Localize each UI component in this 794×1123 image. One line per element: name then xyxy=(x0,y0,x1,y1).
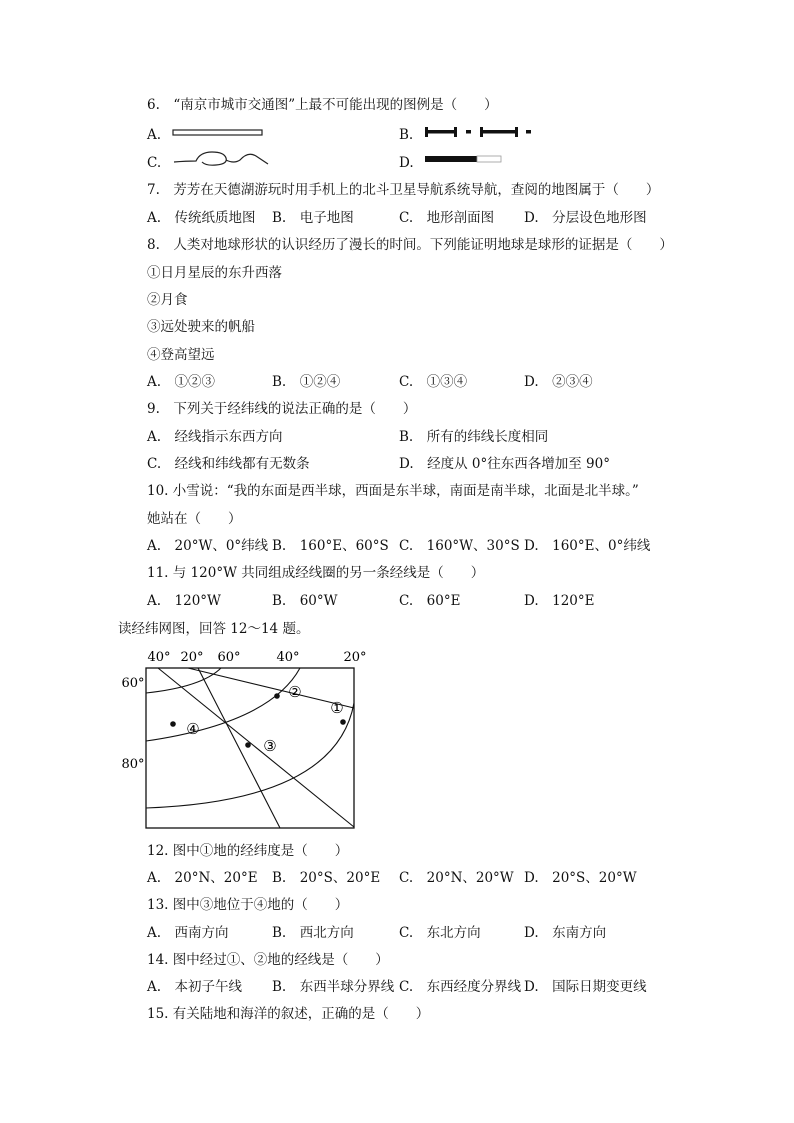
point-2-label: ② xyxy=(288,683,302,701)
q10-option-d: D. 160°E、0°纬线 xyxy=(524,538,651,554)
question-8-stem: 8. 人类对地球形状的认识经历了漫长的时间。下列能证明地球是球形的证据是（ ） xyxy=(147,237,673,253)
q8-item-3: ③远处驶来的帆船 xyxy=(147,319,255,335)
top-label-20b: 20° xyxy=(343,650,367,665)
question-12-stem: 12. 图中①地的经纬度是（ ） xyxy=(147,843,349,859)
latitude-arc-3 xyxy=(146,703,354,808)
q11-option-c: C. 60°E xyxy=(399,593,461,609)
q8-item-4: ④登高望远 xyxy=(147,347,215,363)
point-4-dot xyxy=(170,721,176,727)
q14-option-a: A. 本初子午线 xyxy=(147,979,243,995)
q11-option-d: D. 120°E xyxy=(524,593,595,609)
left-label-80: 80° xyxy=(121,757,145,772)
q6-option-a-letter: A. xyxy=(147,127,162,143)
q12-option-b: B. 20°S、20°E xyxy=(272,870,381,886)
q10-option-b: B. 160°E、60°S xyxy=(272,538,389,554)
point-3-dot xyxy=(245,742,251,748)
point-1-dot xyxy=(340,719,346,725)
q13-option-c: C. 东北方向 xyxy=(399,925,481,941)
q6-option-c-letter: C. xyxy=(147,155,162,171)
left-label-60: 60° xyxy=(121,676,145,691)
question-11-stem: 11. 与 120°W 共同组成经线圈的另一条经线是（ ） xyxy=(147,565,485,581)
q8-option-a: A. ①②③ xyxy=(147,374,216,390)
q8-option-b: B. ①②④ xyxy=(272,374,341,390)
question-15-stem: 15. 有关陆地和海洋的叙述，正确的是（ ） xyxy=(147,1006,430,1022)
q14-option-b: B. 东西半球分界线 xyxy=(272,979,395,995)
q14-option-c: C. 东西经度分界线 xyxy=(399,979,522,995)
point-3-label: ③ xyxy=(263,737,277,755)
q12-option-a: A. 20°N、20°E xyxy=(147,870,258,886)
river-lake-legend-icon xyxy=(172,148,272,170)
black-white-railway-legend-icon xyxy=(424,154,504,166)
q14-option-d: D. 国际日期变更线 xyxy=(524,979,647,995)
q8-option-d: D. ②③④ xyxy=(524,374,593,390)
q9-option-c: C. 经线和纬线都有无数条 xyxy=(147,456,310,472)
q8-item-1: ①日月星辰的东升西落 xyxy=(147,265,282,281)
meridian-line-3 xyxy=(188,668,354,708)
latitude-arc-2 xyxy=(146,668,300,741)
question-10-stem-2: 她站在（ ） xyxy=(147,511,242,527)
q12-option-d: D. 20°S、20°W xyxy=(524,870,637,886)
q8-item-2: ②月食 xyxy=(147,292,188,308)
q9-option-a: A. 经线指示东西方向 xyxy=(147,429,283,445)
q13-option-a: A. 西南方向 xyxy=(147,925,229,941)
q12-option-c: C. 20°N、20°W xyxy=(399,870,514,886)
figure-frame xyxy=(146,668,354,828)
top-label-20a: 20° xyxy=(180,650,204,665)
question-14-stem: 14. 图中经过①、②地的经线是（ ） xyxy=(147,952,389,968)
q7-option-d: D. 分层设色地形图 xyxy=(524,210,647,226)
q6-option-d-letter: D. xyxy=(399,155,414,171)
q11-option-b: B. 60°W xyxy=(272,593,338,609)
point-2-dot xyxy=(274,693,280,699)
top-label-60: 60° xyxy=(217,650,241,665)
q10-option-c: C. 160°W、30°S xyxy=(399,538,520,554)
dashed-railway-legend-icon xyxy=(422,124,534,140)
point-1-label: ① xyxy=(330,699,344,717)
double-line-road-legend-icon xyxy=(172,127,264,139)
q10-option-a: A. 20°W、0°纬线 xyxy=(147,538,269,554)
question-13-stem: 13. 图中③地位于④地的（ ） xyxy=(147,897,349,913)
q9-option-d: D. 经度从 0°往东西各增加至 90° xyxy=(399,456,610,472)
question-10-stem: 10. 小雪说：“我的东面是西半球，西面是东半球，南面是南半球，北面是北半球。” xyxy=(147,483,639,499)
q7-option-c: C. 地形剖面图 xyxy=(399,210,495,226)
q13-option-d: D. 东南方向 xyxy=(524,925,607,941)
question-7-stem: 7. 芳芳在天德湖游玩时用手机上的北斗卫星导航系统导航，查阅的地图属于（ ） xyxy=(147,182,660,198)
q8-option-c: C. ①③④ xyxy=(399,374,468,390)
q9-option-b: B. 所有的纬线长度相同 xyxy=(399,429,549,445)
q7-option-b: B. 电子地图 xyxy=(272,210,354,226)
top-label-40b: 40° xyxy=(276,650,300,665)
q6-option-b-letter: B. xyxy=(399,127,414,143)
top-label-40a: 40° xyxy=(147,650,171,665)
question-6-stem: 6. “南京市城市交通图”上最不可能出现的图例是（ ） xyxy=(147,97,498,113)
q13-option-b: B. 西北方向 xyxy=(272,925,354,941)
graticule-figure xyxy=(110,643,380,835)
point-4-label: ④ xyxy=(186,720,200,738)
figure-intro: 读经纬网图，回答 12～14 题。 xyxy=(118,621,310,637)
meridian-line-1 xyxy=(158,668,354,827)
q11-option-a: A. 120°W xyxy=(147,593,221,609)
question-9-stem: 9. 下列关于经纬线的说法正确的是（ ） xyxy=(147,401,417,417)
q7-option-a: A. 传统纸质地图 xyxy=(147,210,256,226)
